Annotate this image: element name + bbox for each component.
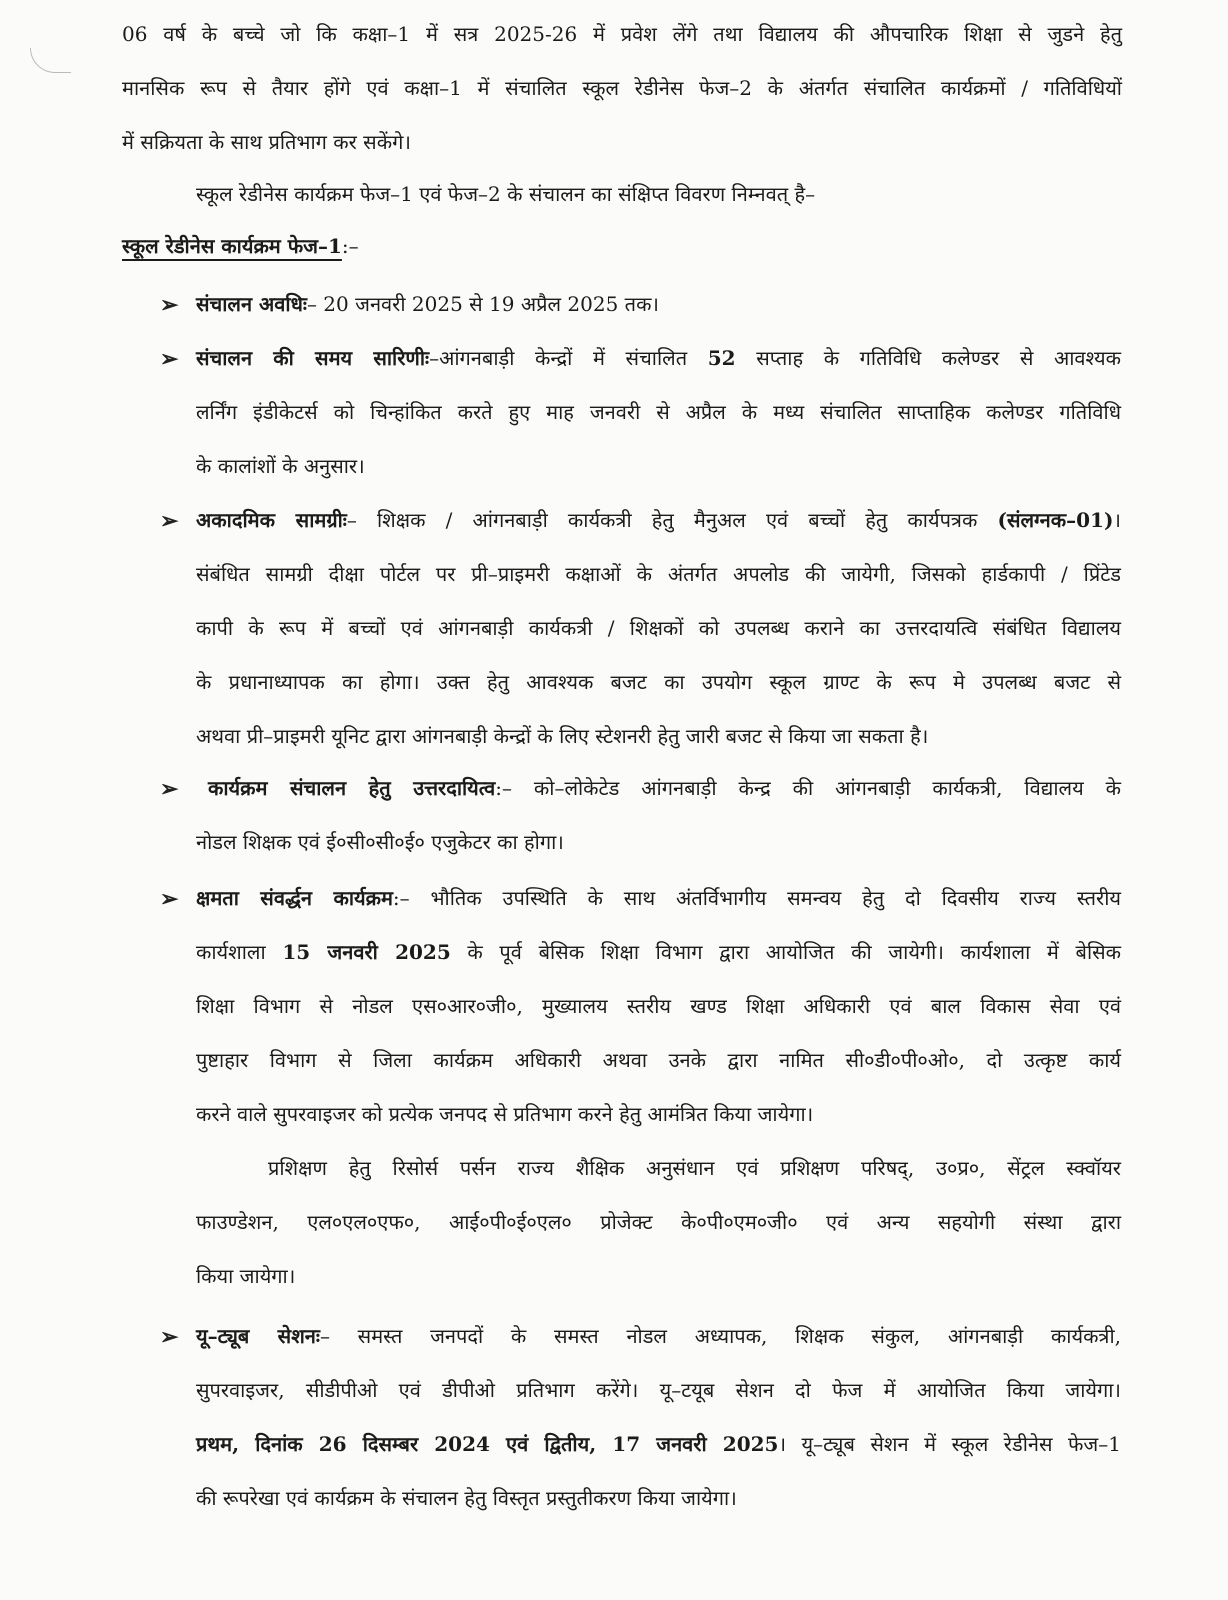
capacity-line-5: करने वाले सुपरवाइजर को प्रत्येक जनपद से प्रतिभाग करने हेतु आमंत्रित किया जायेगा। (196, 1102, 814, 1126)
duration-item (196, 290, 1116, 317)
intro-line-1: 06 वर्ष के बच्चे जो कि कक्षा–1 में सत्र 2025-26 में प्रवेश लेंगे तथा विद्यालय की औपचारिक शिक्षा से जुडने हेतु (122, 22, 1122, 46)
timetable-line-1 (196, 344, 1121, 371)
capacity-title: क्षमता संवर्द्धन कार्यक्रम (196, 886, 393, 910)
workshop-date: 15 जनवरी 2025 (282, 940, 451, 964)
youtube-line-3 (196, 1430, 1121, 1457)
responsibility-line-1 (208, 774, 1121, 801)
responsibility-title: कार्यक्रम संचालन हेतु उत्तरदायित्व (208, 776, 496, 800)
bullet-arrow-icon: ➢ (160, 1324, 179, 1350)
summary-line: स्कूल रेडीनेस कार्यक्रम फेज–1 एवं फेज–2 के संचालन का संक्षिप्त विवरण निम्नवत् है– (196, 182, 816, 206)
timetable-weeks: 52 (707, 346, 736, 370)
duration-title: संचालन अवधिः (196, 292, 307, 316)
youtube-line-2: सुपरवाइजर, सीडीपीओ एवं डीपीओ प्रतिभाग करेंगे। यू–टयूब सेशन दो फेज में आयोजित किया जायेगा। (196, 1378, 1121, 1402)
youtube-line-4: की रूपरेखा एवं कार्यक्रम के संचालन हेतु विस्तृत प्रस्तुतीकरण किया जायेगा। (196, 1486, 737, 1510)
capacity-text: के पूर्व बेसिक शिक्षा विभाग द्वारा आयोजित की जायेगी। कार्यशाला में बेसिक (467, 940, 1121, 964)
youtube-text: – समस्त जनपदों के समस्त नोडल अध्यापक, शिक्षक संकुल, आंगनबाड़ी कार्यकत्री, (319, 1324, 1122, 1348)
section-heading (122, 232, 722, 259)
academic-line-5: अथवा प्री–प्राइमरी यूनिट द्वारा आंगनबाड़ी केन्द्रों के लिए स्टेशनरी हेतु जारी बजट से किया जा सकता है। (196, 724, 929, 748)
academic-line-4: के प्रधानाध्यापक का होगा। उक्त हेतु आवश्यक बजट का उपयोग स्कूल ग्राण्ट के रूप मे उपलब्ध बजट से (196, 670, 1121, 694)
section-heading-suffix: :– (341, 234, 359, 258)
annexure-ref: (संलग्नक–01) (997, 508, 1114, 532)
training-line-1: प्रशिक्षण हेतु रिसोर्स पर्सन राज्य शैक्षिक अनुसंधान एवं प्रशिक्षण परिषद्, उ०प्र०, सेंट्रल स्क्वॉयर (268, 1156, 1121, 1180)
capacity-line-2 (196, 938, 1121, 965)
timetable-title: संचालन की समय सारिणीः (196, 346, 430, 370)
youtube-line-1 (196, 1322, 1121, 1349)
timetable-line-2: लर्निंग इंडीकेटर्स को चिन्हांकित करते हुए माह जनवरी से अप्रैल के मध्य संचालित साप्ताहिक कलेण्डर गतिविधि (196, 400, 1121, 424)
bullet-arrow-icon: ➢ (160, 292, 179, 318)
capacity-text: :– भौतिक उपस्थिति के साथ अंतर्विभागीय समन्वय हेतु दो दिवसीय राज्य स्तरीय (392, 886, 1121, 910)
academic-text: । (1113, 508, 1121, 532)
training-line-3: किया जायेगा। (196, 1264, 296, 1288)
capacity-text: कार्यशाला (196, 940, 266, 964)
bullet-arrow-icon: ➢ (160, 508, 179, 534)
capacity-line-3: शिक्षा विभाग से नोडल एस०आर०जी०, मुख्यालय स्तरीय खण्ड शिक्षा अधिकारी एवं बाल विकास सेवा एवं (196, 994, 1121, 1018)
youtube-title: यू–ट्यूब सेशनः (196, 1324, 320, 1348)
academic-line-3: कापी के रूप में बच्चों एवं आंगनबाड़ी कार्यकत्री / शिक्षकों को उपलब्ध कराने का उत्तरदायत्वि संबंधित विद्यालय (196, 616, 1121, 640)
academic-title: अकादमिक सामग्रीः (196, 508, 347, 532)
bullet-arrow-icon: ➢ (160, 346, 179, 372)
capacity-line-4: पुष्टाहार विभाग से जिला कार्यक्रम अधिकारी अथवा उनके द्वारा नामित सी०डी०पी०ओ०, दो उत्कृष्ट कार्य (196, 1048, 1121, 1072)
section-heading-label: स्कूल रेडीनेस कार्यक्रम फेज–1 (122, 234, 342, 258)
intro-line-2: मानसिक रूप से तैयार होंगे एवं कक्षा–1 में संचालित स्कूल रेडीनेस फेज–2 के अंतर्गत संचालित कार्यक्रमों / गतिविधियों (122, 76, 1122, 100)
responsibility-text: :– को–लोकेटेड आंगनबाड़ी केन्द्र की आंगनबाड़ी कार्यकत्री, विद्यालय के (495, 776, 1121, 800)
scan-mark (30, 48, 71, 73)
training-line-2: फाउण्डेशन, एल०एल०एफ०, आई०पी०ई०एल० प्रोजेक्ट के०पी०एम०जी० एवं अन्य सहयोगी संस्था द्वारा (196, 1210, 1121, 1234)
academic-line-2: संबंधित सामग्री दीक्षा पोर्टल पर प्री–प्राइमरी कक्षाओं के अंतर्गत अपलोड की जायेगी, जिसको हार्डकापी / प्रिंटेड (196, 562, 1121, 586)
timetable-line-3: के कालांशों के अनुसार। (196, 454, 365, 478)
responsibility-line-2: नोडल शिक्षक एवं ई०सी०सी०ई० एजुकेटर का होगा। (196, 830, 564, 854)
academic-line-1 (196, 506, 1121, 533)
bullet-arrow-icon: ➢ (160, 886, 179, 912)
youtube-text: । यू–ट्यूब सेशन में स्कूल रेडीनेस फेज–1 (778, 1432, 1121, 1456)
intro-line-3: में सक्रियता के साथ प्रतिभाग कर सकेंगे। (122, 130, 411, 154)
timetable-text: सप्ताह के गतिविधि कलेण्डर से आवश्यक (756, 346, 1121, 370)
academic-text: – शिक्षक / आंगनबाड़ी कार्यकत्री हेतु मैनुअल एवं बच्चों हेतु कार्यपत्रक (346, 508, 978, 532)
duration-text: – 20 जनवरी 2025 से 19 अप्रैल 2025 तक। (306, 292, 660, 316)
timetable-text: –आंगनबाड़ी केन्द्रों में संचालित (429, 346, 688, 370)
bullet-arrow-icon: ➢ (160, 776, 179, 802)
capacity-line-1 (196, 884, 1121, 911)
session-dates: प्रथम, दिनांक 26 दिसम्बर 2024 एवं द्वितीय, 17 जनवरी 2025 (196, 1432, 779, 1456)
